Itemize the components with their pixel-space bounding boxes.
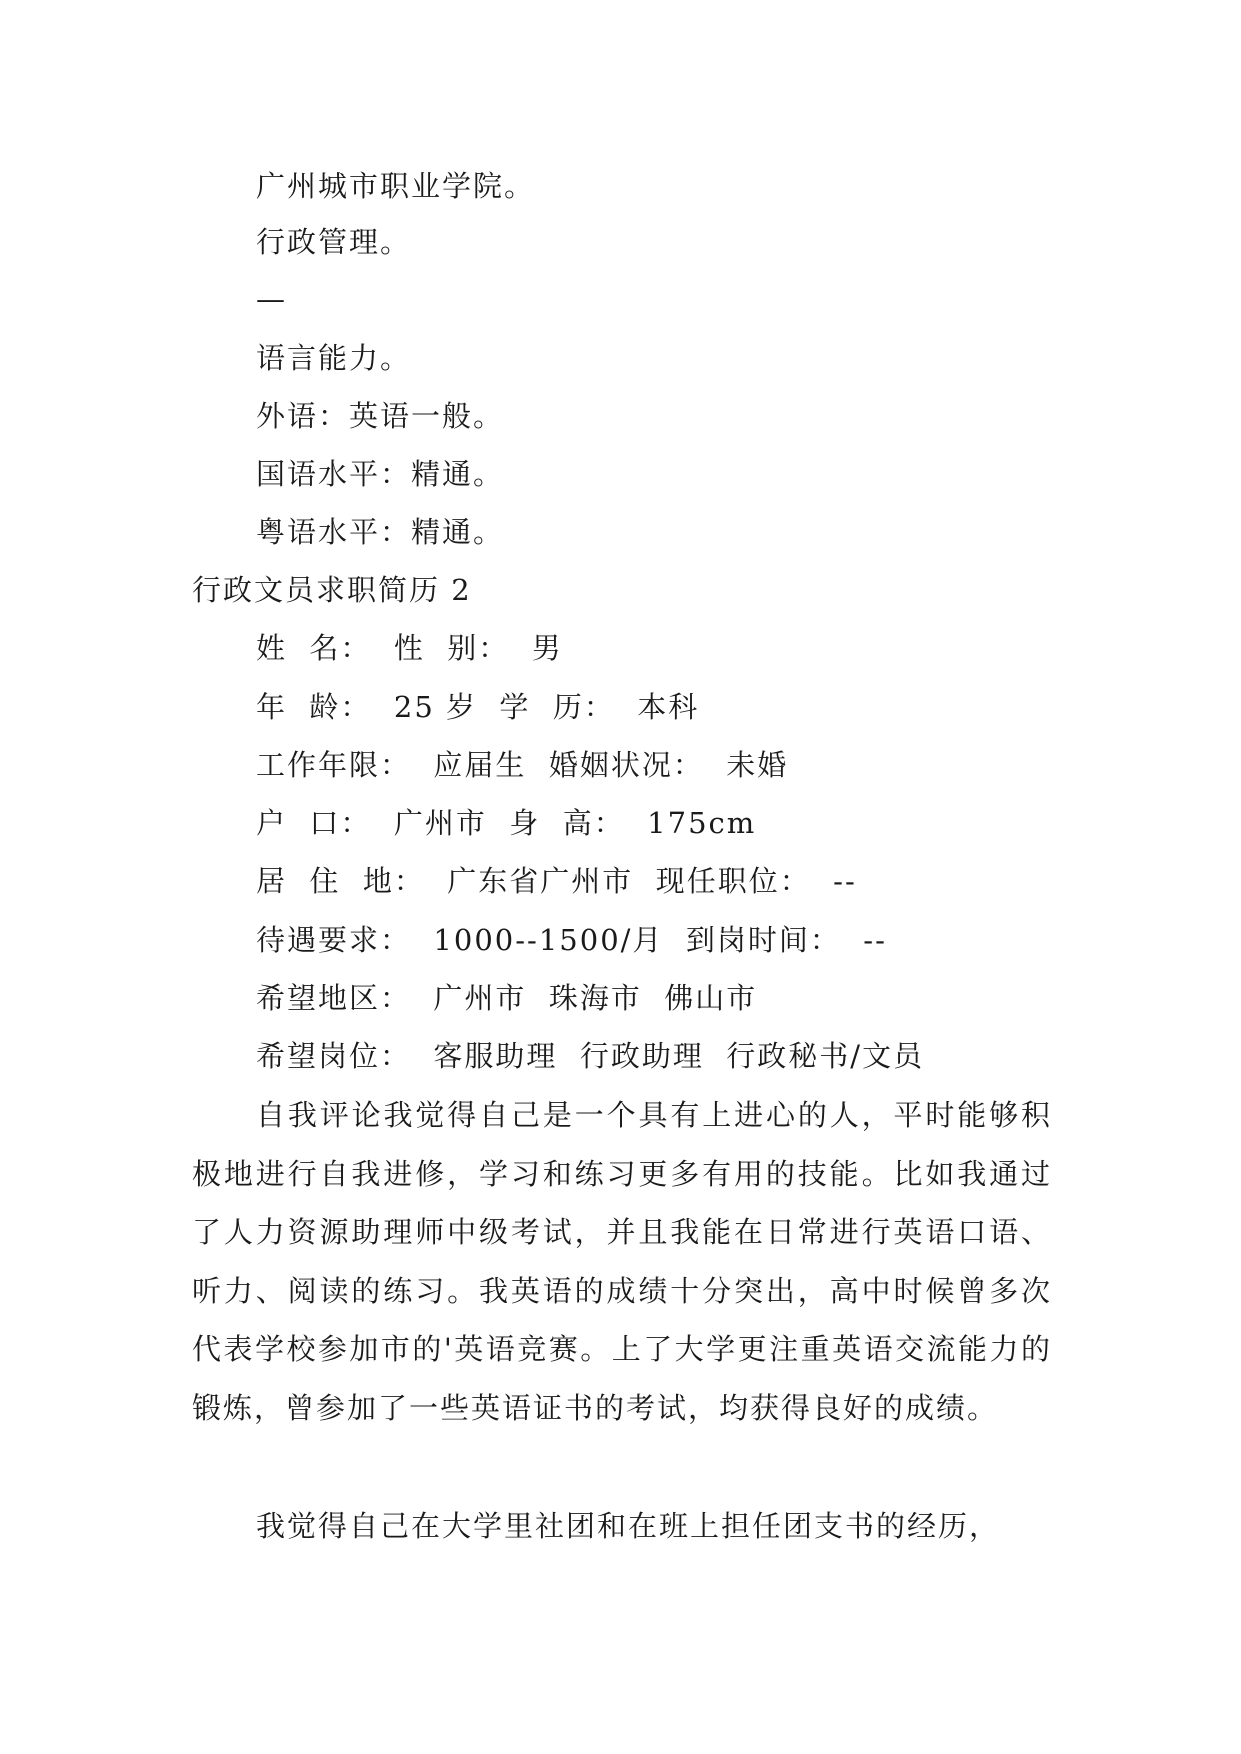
foreign-language-line: 外语：英语一般。 (256, 399, 505, 433)
name-gender-line: 姓 名： 性 别： 男 (256, 631, 563, 665)
language-heading: 语言能力。 (256, 341, 412, 375)
salary-arrival-line: 待遇要求： 1000--1500/月 到岗时间： -- (256, 923, 887, 957)
residence-position-line: 居 住 地： 广东省广州市 现任职位： -- (256, 864, 857, 898)
dash-line: — (256, 282, 285, 316)
school-line: 广州城市职业学院。 (256, 169, 536, 203)
work-years-marital-line: 工作年限： 应届生 婚姻状况： 未婚 (256, 748, 789, 782)
hukou-height-line: 户 口： 广州市 身 高： 175cm (256, 806, 757, 840)
desired-regions-line: 希望地区： 广州市 珠海市 佛山市 (256, 981, 758, 1015)
cantonese-line: 粤语水平：精通。 (256, 515, 505, 549)
mandarin-line: 国语水平：精通。 (256, 457, 505, 491)
self-evaluation-paragraph: 自我评论我觉得自己是一个具有上进心的人，平时能够积极地进行自我进修，学习和练习更多有用的技能。比如我通过了人力资源助理师中级考试，并且我能在日常进行英语口语、听力、阅读的练习。我英语的成绩十分突出，高中时候曾多次代表学校参加市的'英语竞赛。上了大学更注重英语交流能力的锻炼，曾参加了一些英语证书的考试，均获得良好的成绩。 (192, 1098, 1052, 1425)
major-line: 行政管理。 (256, 225, 412, 259)
section-title: 行政文员求职简历 2 (192, 573, 472, 607)
experience-paragraph: 我觉得自己在大学里社团和在班上担任团支书的经历， (256, 1509, 1001, 1543)
desired-positions-line: 希望岗位： 客服助理 行政助理 行政秘书/文员 (256, 1039, 925, 1073)
age-education-line: 年 龄： 25 岁 学 历： 本科 (256, 690, 700, 724)
